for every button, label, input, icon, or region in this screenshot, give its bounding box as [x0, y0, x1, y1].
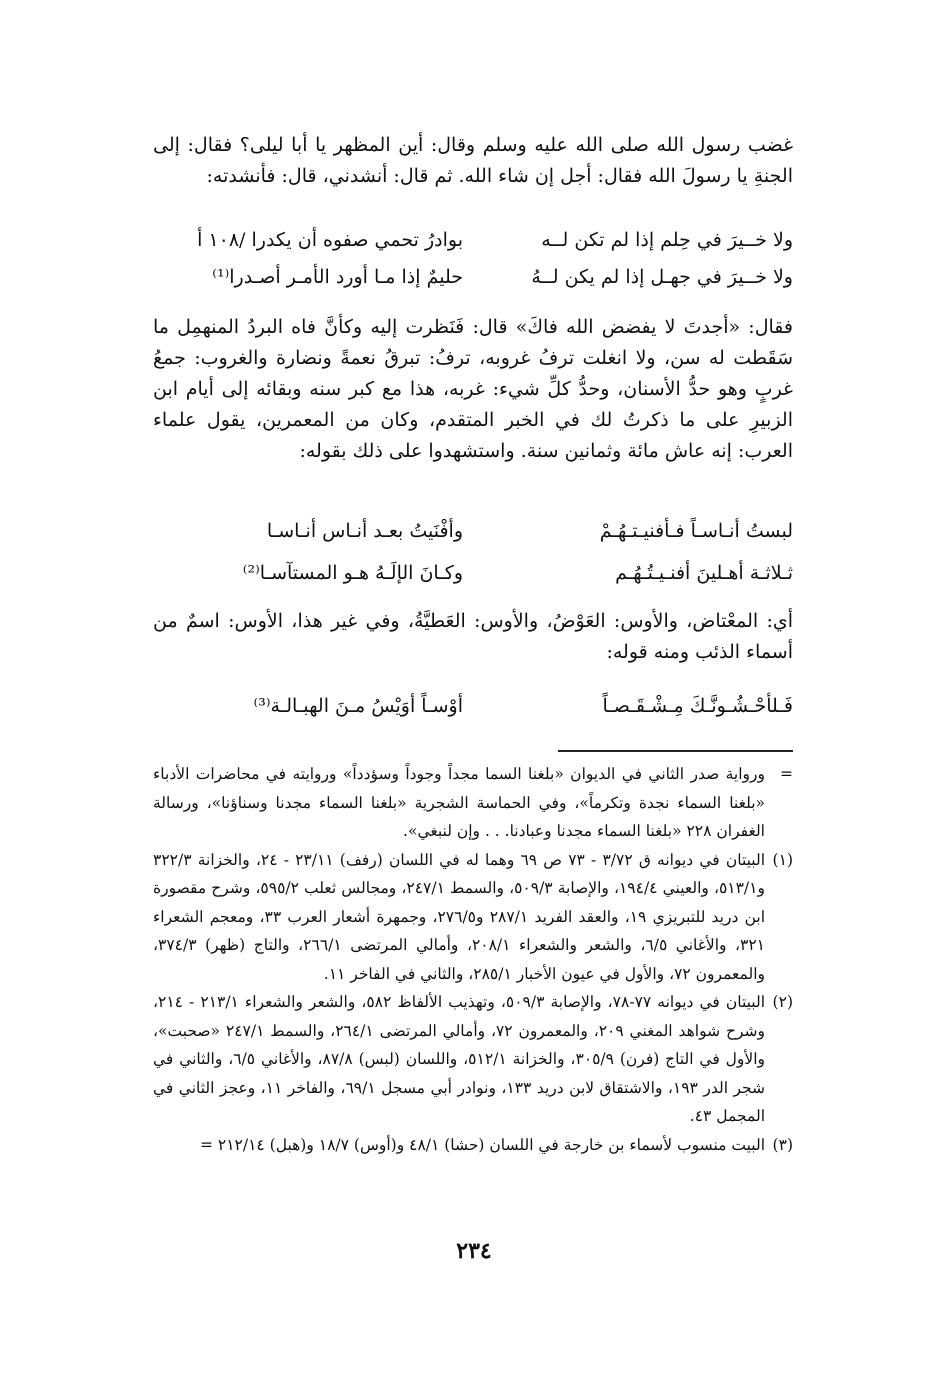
footnote-mark: (١)	[772, 850, 793, 869]
verse-line	[153, 688, 793, 724]
footnotes	[153, 760, 793, 1159]
verse-line	[153, 552, 793, 594]
footnote-2	[153, 988, 793, 1131]
footnote-text: ورواية صدر الثاني في الديوان «بلغنا السما مجداً وجوداً وسؤدداً» وروايته في محاضرات الأدباء «بلغنا السماء نجدة وتكرماً»، وفي الحماسة الشجرية «بلغنا السماء مجدنا وسناؤنا»، ورسالة الغفران ٢٢٨ «بلغنا السماء مجدنا وعبادنا. . . وإن لنبغي».	[153, 765, 765, 840]
footnote-3	[153, 1131, 793, 1160]
footnote-text: البيتان في ديوانه ٧٧-٧٨، والإصابة ٥٠٩/٣، وتهذيب الألفاظ ٥٨٢، والشعر والشعراء ٢١٣/١ - ٢١٤، وشرح شواهد المغني ٢٠٩، والمعمرون ٧٢، وأمالي المرتضى ٢٦٤/١، والسمط ٢٤٧/١ «صحبت»، والأول في التاج (فرن) ٣٠٥/٩، والخزانة ٥١٢/١، واللسان (لبس) ٨٧/٨، والأغاني ٦/٥، والثاني في شجر الدر ١٩٣، والاشتقاق لابن دريد ١٣٣، ونوادر أبي مسجل ٦٩/١، والفاخر ١١، وعجز الثاني في المجمل ٤٣.	[153, 993, 766, 1125]
paragraph-1: غضب رسول الله صلى الله عليه وسلم وقال: أين المظهر يا أبا ليلى؟ فقال: إلى الجنةِ يا رسولَ الله فقال: أجل إن شاء الله. ثم قال: أنشدني، قال: فأنشدته:	[153, 134, 793, 187]
verse-first-hemistich: لبستُ أنـاسـاً فـأفنيـتـهُـمْ	[599, 520, 793, 542]
verse-first-hemistich: ثـلاثـة أهـلينَ أفنـيـتُـهُـم	[615, 562, 793, 584]
verse-first-hemistich: ولا خــيرَ في جهـل إذا لم يكن لــهُ	[531, 266, 793, 288]
paragraph-2: فقال: «أجدتَ لا يفضض الله فاكَ» قال: فَنَظرت إليه وكأنَّ فاه البردُ المنهمِل ما سَقَطت له سن، ولا انغلت ترفُ غروبه، ترفُ: تبرقُ نعمةً ونضارة والغروب: جمعُ غربٍ وهو حدُّ الأسنان، وحدُّ كلِّ شيء: غربه، هذا مع كبر سنه وبقائه إلى أيام ابن الزبيرِ على ما ذكرتُ لك في الخبر المتقدم، وكان من المعمرين، يقول علماء العرب: إنه عاش مائة وثمانين سنة. واستشهدوا على ذلك بقوله:	[153, 316, 793, 462]
footnote-continuation	[153, 760, 793, 846]
footnote-separator	[558, 750, 793, 752]
verse-line	[153, 510, 793, 552]
verse-second-hemistich: أوْسـاً أوَيْسُ مـنَ الهبـالـة⁽³⁾	[253, 695, 463, 717]
footnote-text: البيتان في ديوانه ق ٣/٧٢ - ٧٣ ص ٦٩ وهما له في اللسان (رفف) ٢٣/١١ - ٢٤، والخزانة ٣٢٢/٣ و٥١٣/١، والعيني ١٩٤/٤، والإصابة ٥٠٩/٣، والسمط ٢٤٧/١، ومجالس ثعلب ٥٩٥/٢، وشرح مقصورة ابن دريد للتبريزي ١٩، والعقد الفريد ٢٨٧/١ و٢٧٦/٥، وجمهرة أشعار العرب ٣٣، ومعجم الشعراء ٣٢١، والأغاني ٦/٥، والشعر والشعراء ٢٠٨/١، وأمالي المرتضى ٢٦٦/١، والتاج (ظهر) ٣٧٤/٣، والمعمرون ٧٢، والأول في عيون الأخبار ٢٨٥/١، والثاني في الفاخر ١١.	[153, 850, 766, 983]
footnote-mark: (٣)	[772, 1135, 793, 1154]
verse-first-hemistich: ولا خــيرَ في حِلم إذا لم تكن لــه	[541, 229, 793, 251]
verse-line	[153, 222, 793, 259]
verse-second-hemistich: وكـانَ الإلَـهُ هـو المستآسـا⁽²⁾	[242, 562, 463, 584]
verse-second-hemistich: بوادرُ تحمي صفوه أن يكدرا /١٠٨ أ	[197, 229, 463, 251]
page-number: ٢٣٤	[456, 1238, 492, 1264]
verse-first-hemistich: فَـلأحْـشُـونَّـكَ مِـشْـقَـصـاً	[602, 695, 793, 717]
footnote-1	[153, 846, 793, 989]
verse-block-2	[153, 510, 793, 594]
verse-block-1	[153, 222, 793, 296]
verse-second-hemistich: وأفْنَيتُ بعـد أنـاس أنـاسـا	[266, 520, 463, 542]
verse-line	[153, 259, 793, 296]
verse-block-3	[153, 688, 793, 724]
paragraph-3: أي: المعْتاض، والأوس: العَوْضُ، والأوس: العَطيَّةُ، وفي غير هذا، الأوس: اسمٌ من أسماء الذئب ومنه قوله:	[153, 610, 793, 663]
footnote-mark: =	[780, 765, 793, 783]
verse-second-hemistich: حليمٌ إذا مـا أورد الأمـر أصـدرا⁽¹⁾	[212, 266, 463, 288]
footnote-text: البيت منسوب لأسماء بن خارجة في اللسان (حشا) ٤٨/١ و(أوس) ١٨/٧ و(هبل) ٢١٢/١٤ =	[199, 1135, 765, 1154]
footnote-mark: (٢)	[772, 993, 793, 1011]
